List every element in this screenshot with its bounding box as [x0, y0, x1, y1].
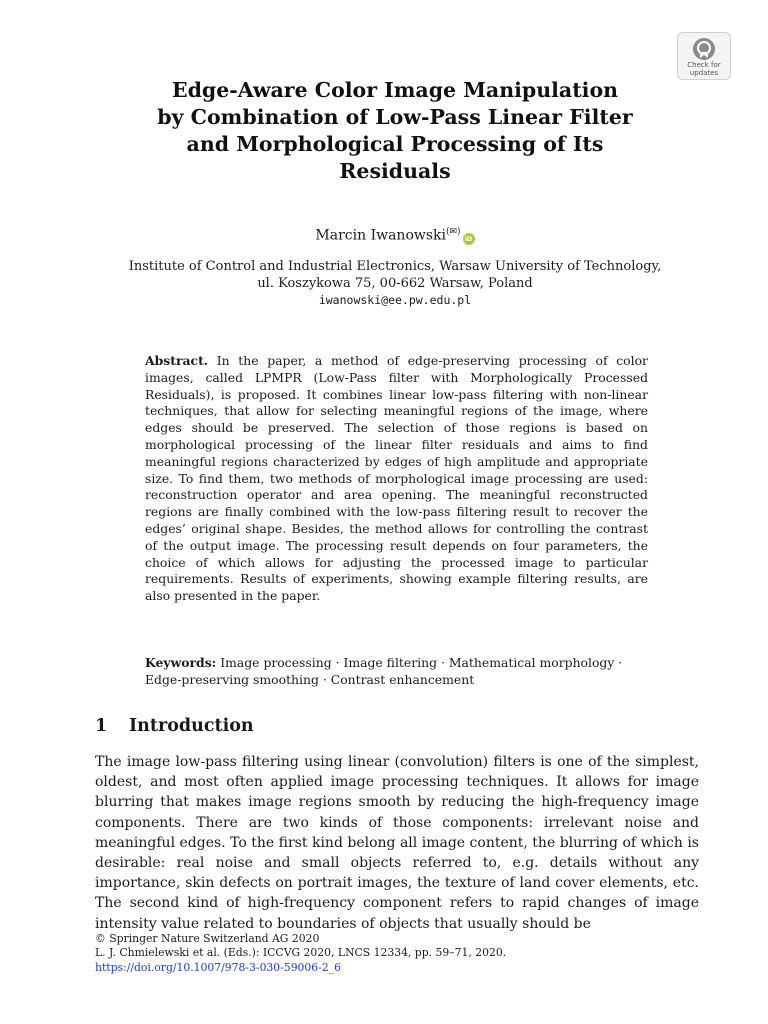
- badge-line-1: Check for: [687, 61, 721, 69]
- author-name: Marcin Iwanowski: [315, 227, 446, 244]
- keywords-text: Image processing · Image filtering · Mathematical morphology · Edge-preserving smoothing · Contrast enhancement: [145, 655, 623, 687]
- title-line-1: Edge-Aware Color Image Manipulation: [171, 78, 619, 102]
- orcid-icon[interactable]: iD: [463, 233, 475, 245]
- abstract: [145, 353, 648, 605]
- abstract-label: Abstract.: [145, 353, 209, 368]
- title-line-4: Residuals: [339, 159, 451, 183]
- corresponding-mark: (✉): [446, 227, 461, 237]
- citation: L. J. Chmielewski et al. (Eds.): ICCVG 2020, LNCS 12334, pp. 59–71, 2020.: [95, 946, 507, 960]
- affiliation-line-1: Institute of Control and Industrial Electronics, Warsaw University of Technology,: [128, 259, 662, 274]
- author-email[interactable]: iwanowski@ee.pw.edu.pl: [318, 293, 472, 307]
- footer: [95, 932, 695, 975]
- copyright: © Springer Nature Switzerland AG 2020: [95, 932, 320, 945]
- section-number: 1: [95, 716, 108, 736]
- bookmark-icon: [692, 37, 716, 61]
- check-for-updates-badge[interactable]: [677, 32, 731, 80]
- abstract-text: In the paper, a method of edge-preserving processing of color images, called LPMPR (Low-Pass filter with Morphologically Processed Residuals), is proposed. It combines linear low-pass filtering with non-linear techniques, that allow for selecting meaningful regions of the image, where edges should be preserved. The selection of those regions is based on morphological processing of the linear filter residuals and aims to find meaningful regions characterized by edges of high amplitude and appropriate size. To find them, two methods of morphological image processing are used: reconstruction operator and area opening. The meaningful reconstructed regions are finally combined with the low-pass filtering result to recover the edges’ original shape. Besides, the method allows for controlling the contrast of the output image. The processing result depends on four parameters, the choice of which allows for adjusting the processed image to particular requirements. Results of experiments, showing example filtering results, are also presented in the paper.: [145, 353, 648, 604]
- title-line-2: by Combination of Low-Pass Linear Filter: [157, 105, 633, 129]
- affiliation-line-2: ul. Koszykowa 75, 00-662 Warsaw, Poland: [257, 276, 533, 291]
- badge-line-2: updates: [689, 69, 719, 77]
- paper-title: [100, 77, 690, 185]
- title-line-3: and Morphological Processing of Its: [186, 132, 604, 156]
- keywords-label: Keywords:: [145, 655, 217, 670]
- author-line: [100, 222, 690, 246]
- affiliation: [80, 258, 710, 309]
- intro-paragraph: The image low-pass filtering using linear (convolution) filters is one of the simplest, oldest, and most often applied image processing techniques. It allows for image blurring that makes image regions smooth by reducing the high-frequency image components. There are two kinds of those components: irrelevant noise and meaningful edges. To the first kind belong all image content, the blurring of which is desirable: real noise and small objects referred to, e.g. details without any importance, skin defects on portrait images, the texture of land cover elements, etc. The second kind of high-frequency component refers to rapid changes of image intensity value related to boundaries of objects that usually should be: [95, 754, 699, 932]
- doi-link[interactable]: https://doi.org/10.1007/978-3-030-59006-2_6: [95, 960, 341, 974]
- keywords: [145, 654, 648, 688]
- section-heading: [95, 714, 254, 738]
- section-title: Introduction: [129, 716, 254, 736]
